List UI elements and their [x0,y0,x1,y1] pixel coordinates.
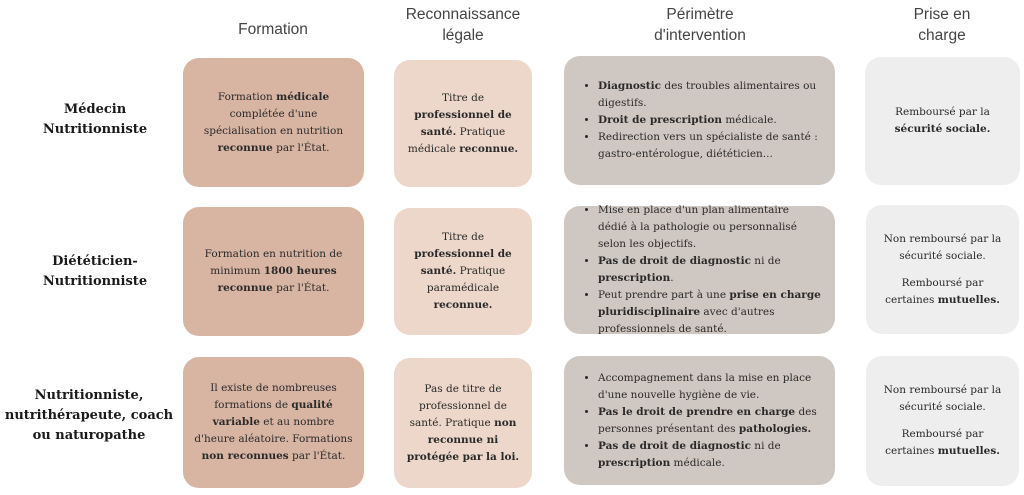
list-item: • Mise en place d'un plan alimentaire dédié à la pathologie ou personnalisé selon les objectifs. [598,202,821,253]
cell-medecin-perimetre-list [586,78,821,163]
list-item: • Diagnostic des troubles alimentaires ou digestifs. [598,78,821,112]
column-header-prise-en-charge [882,4,1002,46]
cell-medecin-prise [865,57,1020,185]
cell-medecin-reconnaissance [394,60,532,187]
row-header-medecin-line1: Médecin [63,102,127,117]
cell-dieteticien-prise-text-b: Remboursé par certaines mutuelles. [885,276,1000,306]
cell-nutritionniste-perimetre [564,356,835,485]
row-header-nutritionniste-line2: nutrithérapeute, coach [4,408,174,423]
row-header-dieteticien [20,252,170,292]
list-item: • Droit de prescription médicale. [598,112,821,129]
row-header-nutritionniste [4,386,174,446]
cell-medecin-prise-text: Remboursé par la sécurité sociale. [894,106,991,135]
list-item: • Accompagnement dans la mise en place d'une nouvelle hygiène de vie. [598,370,821,404]
cell-nutritionniste-prise [866,356,1019,486]
row-header-medecin [20,100,170,140]
cell-nutritionniste-formation [183,357,364,488]
list-item: • Pas le droit de prendre en charge des personnes présentant des pathologies. [598,404,821,438]
row-header-nutritionniste-line1: Nutritionniste, [34,388,144,403]
column-header-prise-line1: Prise en [913,6,971,23]
column-header-reconnaissance-line2: légale [442,27,484,44]
cell-dieteticien-perimetre [564,206,835,334]
cell-medecin-formation [183,58,364,187]
row-header-nutritionniste-line3: ou naturopathe [32,428,146,443]
cell-medecin-reconnaissance-text: Titre de professionnel de santé. Pratique médicale reconnue. [407,91,519,155]
cell-nutritionniste-prise-text-a: Non remboursé par la sécurité sociale. [883,384,1002,413]
cell-medecin-perimetre [564,56,835,185]
list-item: • Peut prendre part à une prise en charge pluridisciplinaire avec d'autres professionnels de santé. [598,287,821,338]
cell-medecin-formation-text: Formation médicale complétée d'une spécialisation en nutrition reconnue par l'État. [203,90,344,154]
cell-dieteticien-reconnaissance-text: Titre de professionnel de santé. Pratique paramédicale reconnue. [414,231,512,311]
column-header-perimetre-line1: Périmètre [666,6,734,23]
cell-nutritionniste-reconnaissance-text: Pas de titre de professionnel de santé. Pratique non reconnue ni protégée par la loi. [406,382,520,463]
column-header-reconnaissance-line1: Reconnaissance [405,6,521,23]
row-header-dieteticien-line1: Diététicien- [52,254,138,269]
list-item: • Redirection vers un spécialiste de santé : gastro-entérologue, diététicien... [598,129,821,163]
cell-nutritionniste-perimetre-list [586,370,821,472]
list-item: • Pas de droit de diagnostic ni de prescription médicale. [598,438,821,472]
list-item: • Pas de droit de diagnostic ni de prescription. [598,253,821,287]
cell-nutritionniste-reconnaissance [394,358,532,488]
cell-dieteticien-perimetre-list [586,202,821,338]
column-header-perimetre [600,4,800,46]
row-header-medecin-line2: Nutritionniste [42,122,148,137]
column-header-prise-line2: charge [918,27,966,44]
cell-dieteticien-prise [866,205,1019,334]
column-header-reconnaissance [383,4,543,46]
cell-dieteticien-prise-text-a: Non remboursé par la sécurité sociale. [883,232,1002,262]
row-header-dieteticien-line2: Nutritionniste [42,274,148,289]
cell-nutritionniste-formation-text: Il existe de nombreuses formations de qualité variable et au nombre d'heure aléatoire. Formations non reconnues par l'État. [194,382,353,462]
column-header-formation [213,19,333,40]
column-header-perimetre-line2: d'intervention [654,27,746,44]
cell-dieteticien-formation-text: Formation en nutrition de minimum 1800 heures reconnue par l'État. [204,248,343,294]
cell-dieteticien-reconnaissance [394,208,532,335]
cell-dieteticien-formation [183,207,364,336]
cell-nutritionniste-prise-text-b: Remboursé par certaines mutuelles. [885,428,1000,457]
column-header-formation-text: Formation [238,21,308,38]
